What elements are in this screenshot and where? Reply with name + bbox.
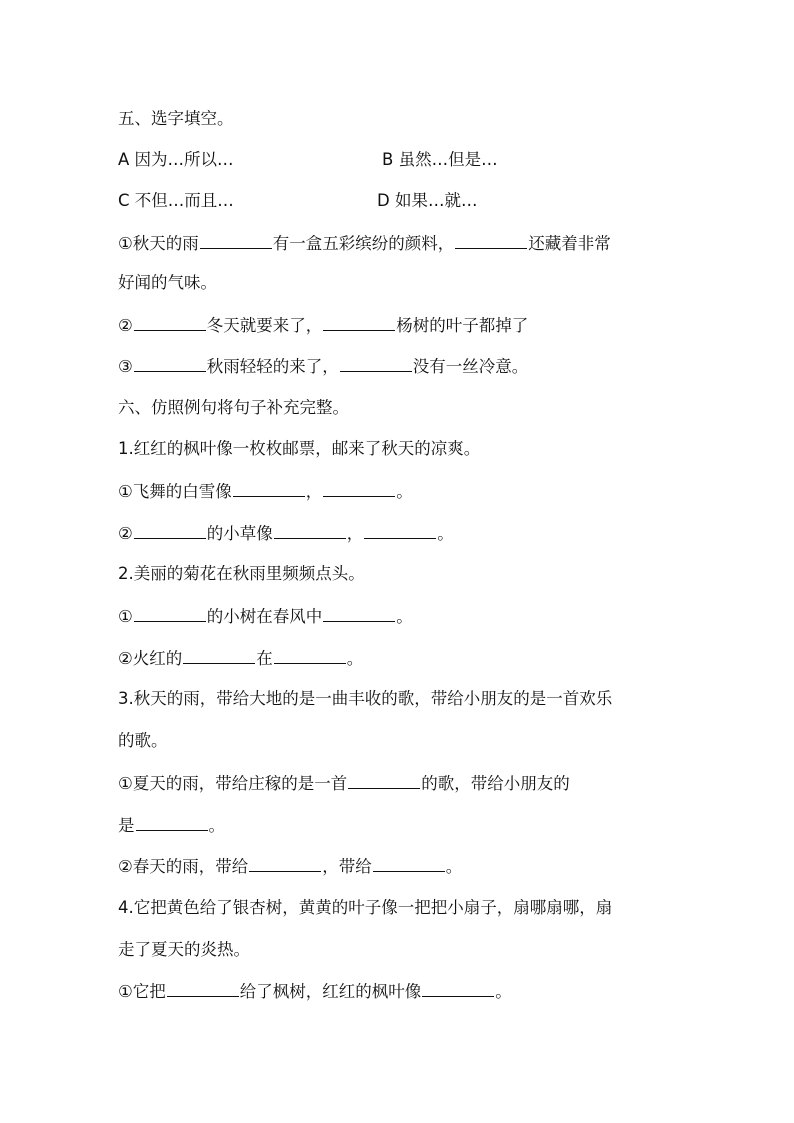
option-c: C 不但…而且… [118, 191, 234, 210]
question-number: ② [118, 649, 133, 668]
question-text: 在 [256, 649, 273, 668]
question-text: 的小树在春风中 [206, 607, 323, 626]
question-text: 夏天的雨，带给庄稼的是一首 [132, 774, 348, 793]
question-text: 。 [437, 524, 454, 543]
question-text: 的小草像 [206, 524, 273, 543]
question-number: ① [118, 482, 133, 501]
exercise-2-a [118, 605, 413, 627]
question-text: 。 [346, 649, 364, 668]
answer-blank[interactable] [348, 772, 420, 789]
question-number: ① [118, 982, 133, 1001]
question-text: ，带给 [322, 857, 372, 876]
answer-blank[interactable] [134, 355, 206, 372]
exercise-1-a [118, 480, 413, 502]
answer-blank[interactable] [233, 480, 305, 497]
question-text: 秋天的雨 [132, 234, 199, 253]
question-number: ① [118, 607, 133, 626]
answer-blank[interactable] [134, 605, 206, 622]
answer-blank[interactable] [249, 855, 321, 872]
question-text: 杨树的叶子都掉了 [396, 316, 529, 335]
section6-heading: 六、仿照例句将句子补充完整。 [118, 398, 349, 417]
answer-blank[interactable] [455, 232, 527, 249]
answer-blank[interactable] [134, 314, 206, 331]
question-5-2 [118, 314, 528, 336]
exercise-1-b [118, 522, 454, 544]
question-text: 秋雨轻轻的来了， [206, 357, 339, 376]
question-text: 还藏着非常 [528, 234, 611, 253]
option-b: B 虽然…但是… [382, 150, 498, 169]
exercise-2-b [118, 647, 363, 669]
answer-blank[interactable] [167, 980, 239, 997]
option-d: D 如果…就… [377, 191, 478, 210]
question-text: 。 [396, 607, 413, 626]
example-sentence-3: 3.秋天的雨，带给大地的是一曲丰收的歌，带给小朋友的是一首欢乐 [118, 689, 613, 708]
question-text: 是 [118, 816, 135, 835]
question-number: ③ [118, 357, 133, 376]
question-number: ② [118, 857, 133, 876]
answer-blank[interactable] [136, 814, 208, 831]
answer-blank[interactable] [323, 480, 395, 497]
answer-blank[interactable] [373, 855, 445, 872]
question-text: 。 [208, 816, 225, 835]
example-sentence-4: 4.它把黄色给了银杏树，黄黄的叶子像一把把小扇子，扇哪扇哪，扇 [118, 898, 613, 917]
question-text: ， [346, 524, 364, 543]
answer-blank[interactable] [323, 605, 395, 622]
question-text: 它把 [132, 982, 166, 1001]
answer-blank[interactable] [323, 314, 395, 331]
exercise-3-a [118, 772, 570, 794]
question-text: 火红的 [132, 649, 183, 668]
exercise-4-a [118, 980, 512, 1002]
exercise-3-b [118, 855, 462, 877]
question-5-3 [118, 355, 528, 377]
question-text: 没有一丝冷意。 [412, 357, 529, 376]
answer-blank[interactable] [183, 647, 255, 664]
question-text: 有一盒五彩缤纷的颜料， [272, 234, 455, 253]
question-text: 。 [445, 857, 463, 876]
question-text: 冬天就要来了， [206, 316, 323, 335]
question-text: 春天的雨，带给 [132, 857, 249, 876]
question-text: 。 [495, 982, 512, 1001]
example-sentence-4-continued: 走了夏天的炎热。 [118, 940, 250, 959]
question-5-1-continued: 好闻的气味。 [118, 273, 217, 292]
example-sentence-2: 2.美丽的菊花在秋雨里频频点头。 [118, 564, 365, 583]
answer-blank[interactable] [340, 355, 412, 372]
question-text: 飞舞的白雪像 [132, 482, 232, 501]
answer-blank[interactable] [364, 522, 436, 539]
options-row-1 [118, 149, 498, 171]
question-text: ， [305, 482, 323, 501]
answer-blank[interactable] [422, 980, 494, 997]
option-a: A 因为…所以… [118, 150, 234, 169]
answer-blank[interactable] [134, 522, 206, 539]
question-text: 。 [396, 482, 413, 501]
answer-blank[interactable] [200, 232, 272, 249]
answer-blank[interactable] [274, 522, 346, 539]
example-sentence-1: 1.红红的枫叶像一枚枚邮票，邮来了秋天的凉爽。 [118, 439, 481, 458]
options-row-2 [118, 190, 477, 212]
example-sentence-3-continued: 的歌。 [118, 731, 168, 750]
question-number: ① [118, 234, 133, 253]
question-number: ② [118, 524, 133, 543]
question-text: 给了枫树，红红的枫叶像 [239, 982, 422, 1001]
exercise-3-a-continued [118, 814, 225, 836]
section5-heading: 五、选字填空。 [118, 109, 234, 128]
question-number: ② [118, 316, 133, 335]
question-number: ① [118, 774, 133, 793]
question-text: 的歌，带给小朋友的 [421, 774, 570, 793]
answer-blank[interactable] [274, 647, 346, 664]
question-5-1 [118, 232, 611, 254]
